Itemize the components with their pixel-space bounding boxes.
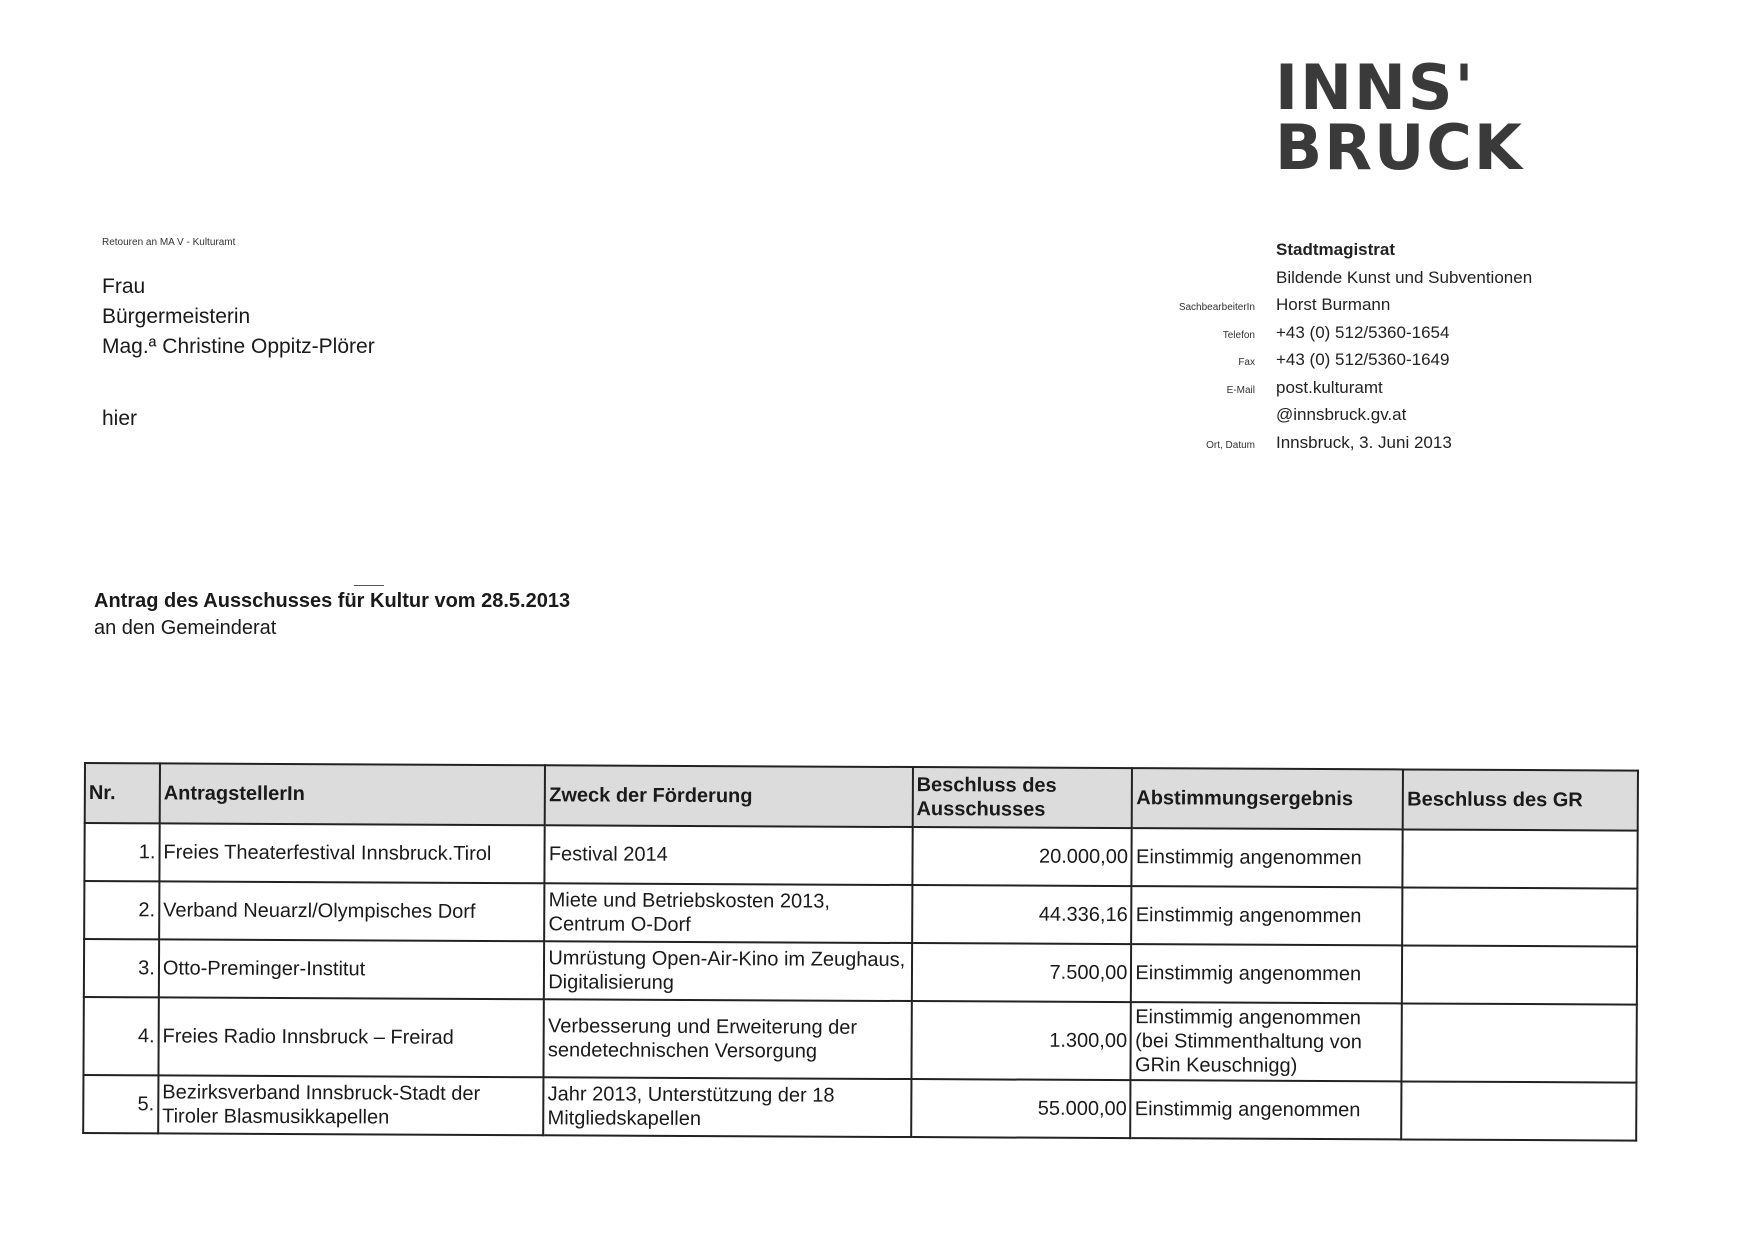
email-value-1: post.kulturamt xyxy=(1276,377,1383,397)
cell-result: Einstimmig angenommen (bei Stimmenthaltung von GRin Keuschnigg) xyxy=(1131,1002,1402,1081)
header-applicant: AntragstellerIn xyxy=(160,763,546,825)
cell-amount: 55.000,00 xyxy=(911,1079,1131,1138)
table-header-row xyxy=(85,763,1638,831)
subject-subtitle: an den Gemeinderat xyxy=(94,617,277,639)
cell-nr: 5. xyxy=(83,1075,158,1133)
cell-applicant: Verband Neuarzl/Olympisches Dorf xyxy=(159,881,545,941)
cell-purpose: Jahr 2013, Unterstützung der 18 Mitgliedskapellen xyxy=(543,1077,911,1137)
logo-line-2: BRUCK xyxy=(1275,111,1524,184)
email-label: E-Mail xyxy=(1226,384,1255,396)
sender-org: Stadtmagistrat xyxy=(1276,240,1396,259)
cell-purpose: Festival 2014 xyxy=(545,825,913,885)
cell-applicant: Bezirksverband Innsbruck-Stadt der Tiroler Blasmusikkapellen xyxy=(158,1075,544,1135)
header-council-decision: Beschluss des GR xyxy=(1403,769,1638,830)
sender-dept: Bildende Kunst und Subventionen xyxy=(1276,267,1533,287)
cell-amount: 1.300,00 xyxy=(911,1001,1131,1080)
sender-contact-block xyxy=(1070,240,1532,460)
clerk-name: Horst Burmann xyxy=(1276,295,1391,314)
clerk-label: SachbearbeiterIn xyxy=(1178,302,1255,313)
cell-gr xyxy=(1403,829,1638,888)
cell-nr: 1. xyxy=(84,823,159,881)
fax-label: Fax xyxy=(1238,357,1255,368)
table-row xyxy=(84,939,1637,1005)
decorative-mark xyxy=(354,585,384,586)
cell-nr: 4. xyxy=(83,997,158,1075)
logo-line-1: INNS' xyxy=(1275,51,1476,124)
phone-value: +43 (0) 512/5360-1654 xyxy=(1276,322,1450,342)
cell-amount: 20.000,00 xyxy=(912,827,1132,886)
cell-gr xyxy=(1402,945,1637,1004)
cell-result: Einstimmig angenommen xyxy=(1132,828,1403,887)
phone-label: Telefon xyxy=(1222,329,1255,341)
recipient-line-4: hier xyxy=(102,407,138,430)
cell-purpose: Umrüstung Open-Air-Kino im Zeughaus, Digitalisierung xyxy=(544,941,912,1001)
email-value-2: @innsbruck.gv.at xyxy=(1276,405,1407,424)
cell-applicant: Otto-Preminger-Institut xyxy=(159,939,545,999)
table-row xyxy=(83,997,1636,1083)
recipient-address xyxy=(102,272,375,434)
cell-nr: 2. xyxy=(84,881,159,939)
recipient-line-2: Bürgermeisterin xyxy=(102,305,251,328)
subject-title: Antrag des Ausschusses für Kultur vom 28.5.2013 xyxy=(94,590,571,612)
cell-purpose: Miete und Betriebskosten 2013, Centrum O-Dorf xyxy=(544,883,912,943)
header-committee-decision: Beschluss des Ausschusses xyxy=(912,767,1132,828)
table-row xyxy=(84,823,1637,889)
cell-gr xyxy=(1402,1003,1637,1082)
header-nr: Nr. xyxy=(85,763,160,823)
cell-applicant: Freies Radio Innsbruck – Freirad xyxy=(158,997,544,1077)
table-row xyxy=(83,1075,1636,1141)
date-value: Innsbruck, 3. Juni 2013 xyxy=(1276,432,1452,452)
cell-result: Einstimmig angenommen xyxy=(1131,1080,1402,1139)
cell-amount: 44.336,16 xyxy=(912,885,1132,944)
cell-purpose: Verbesserung und Erweiterung der sendetechnischen Versorgung xyxy=(544,999,912,1079)
cell-nr: 3. xyxy=(84,939,159,997)
cell-amount: 7.500,00 xyxy=(912,943,1132,1002)
recipient-line-3: Mag.ª Christine Oppitz-Plörer xyxy=(102,335,375,358)
cell-gr xyxy=(1401,1081,1636,1140)
header-purpose: Zweck der Förderung xyxy=(545,765,913,827)
fax-value: +43 (0) 512/5360-1649 xyxy=(1276,350,1450,369)
cell-applicant: Freies Theaterfestival Innsbruck.Tirol xyxy=(159,823,545,883)
cell-result: Einstimmig angenommen xyxy=(1131,944,1402,1003)
funding-table xyxy=(82,762,1639,1142)
cell-result: Einstimmig angenommen xyxy=(1132,886,1403,945)
table-row xyxy=(84,881,1637,947)
innsbruck-logo xyxy=(1275,51,1524,184)
header-vote-result: Abstimmungsergebnis xyxy=(1132,768,1403,829)
return-address: Retouren an MA V - Kulturamt xyxy=(102,237,236,248)
cell-gr xyxy=(1402,887,1637,946)
recipient-line-1: Frau xyxy=(102,275,146,298)
date-label: Ort, Datum xyxy=(1206,439,1255,451)
subject-block xyxy=(94,588,570,642)
